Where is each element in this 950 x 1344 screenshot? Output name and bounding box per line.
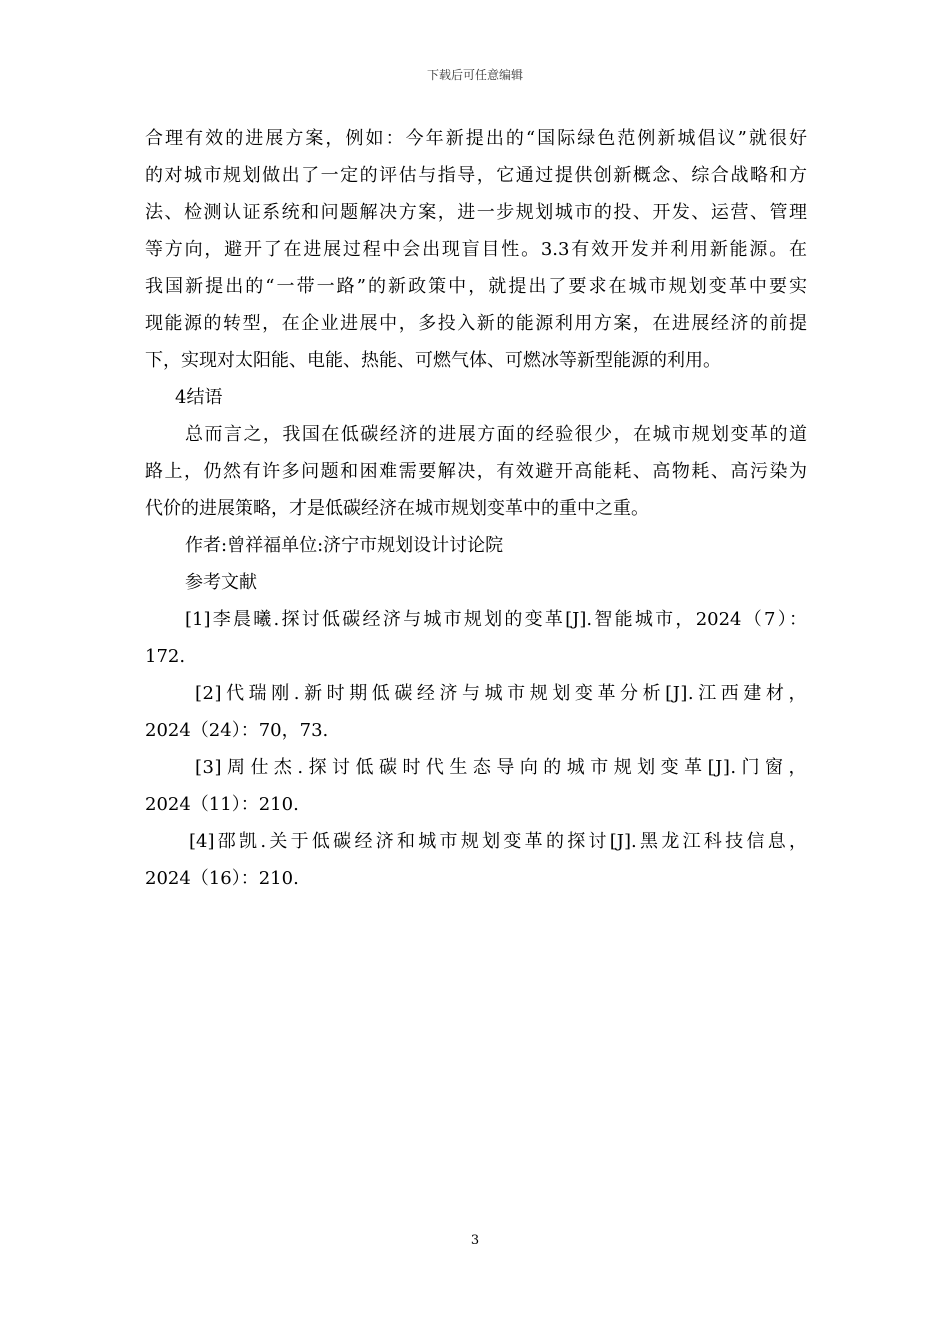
- paragraph-line: 代价的进展策略，才是低碳经济在城市规划变革中的重中之重。: [145, 498, 649, 519]
- paragraph-line: 我国新提出的“一带一路”的新政策中，就提出了要求在城市规划变革中要实: [145, 276, 807, 297]
- reference-item: [145, 675, 807, 749]
- reference-line: 172.: [145, 646, 186, 667]
- references-heading: 参考文献: [185, 572, 257, 593]
- paragraph-line: 等方向，避开了在进展过程中会出现盲目性。3.3有效开发并利用新能源。在: [145, 239, 807, 260]
- reference-line: [2]代瑞刚.新时期低碳经济与城市规划变革分析[J].江西建材，: [195, 683, 807, 704]
- paragraph-planning: [145, 120, 807, 379]
- paragraph-line: 总而言之，我国在低碳经济的进展方面的经验很少，在城市规划变革的道: [185, 424, 807, 445]
- document-body: [145, 120, 807, 897]
- page-header: 下载后可任意编辑: [426, 68, 523, 82]
- paragraph-line: 的对城市规划做出了一定的评估与指导，它通过提供创新概念、综合战略和方: [145, 165, 807, 186]
- reference-line: 2024（24）：70，73.: [145, 720, 329, 741]
- section-heading-conclusion: 4结语: [175, 387, 223, 408]
- reference-line: [4]邵凯.关于低碳经济和城市规划变革的探讨[J].黑龙江科技信息，: [189, 831, 807, 852]
- reference-line: 2024（16）：210.: [145, 868, 299, 889]
- paragraph-line: 下，实现对太阳能、电能、热能、可燃气体、可燃冰等新型能源的利用。: [145, 350, 721, 371]
- paragraph-conclusion: [145, 416, 807, 527]
- reference-line: [3]周仕杰.探讨低碳时代生态导向的城市规划变革[J].门窗，: [195, 757, 807, 778]
- paragraph-line: 法、检测认证系统和问题解决方案，进一步规划城市的投、开发、运营、管理: [145, 202, 807, 223]
- page-number: 3: [470, 1233, 480, 1248]
- reference-line: 2024（11）：210.: [145, 794, 299, 815]
- paragraph-line: 路上，仍然有许多问题和困难需要解决，有效避开高能耗、高物耗、高污染为: [145, 461, 807, 482]
- reference-list: [145, 601, 807, 897]
- author-line: 作者:曾祥福单位:济宁市规划设计讨论院: [185, 535, 504, 556]
- reference-line: [1]李晨曦.探讨低碳经济与城市规划的变革[J].智能城市，2024（7）：: [185, 609, 807, 630]
- paragraph-line: 现能源的转型，在企业进展中，多投入新的能源利用方案，在进展经济的前提: [145, 313, 807, 334]
- paragraph-line: 合理有效的进展方案，例如：今年新提出的“国际绿色范例新城倡议”就很好: [145, 128, 807, 149]
- reference-item: [145, 823, 807, 897]
- reference-item: [145, 749, 807, 823]
- reference-item: [145, 601, 807, 675]
